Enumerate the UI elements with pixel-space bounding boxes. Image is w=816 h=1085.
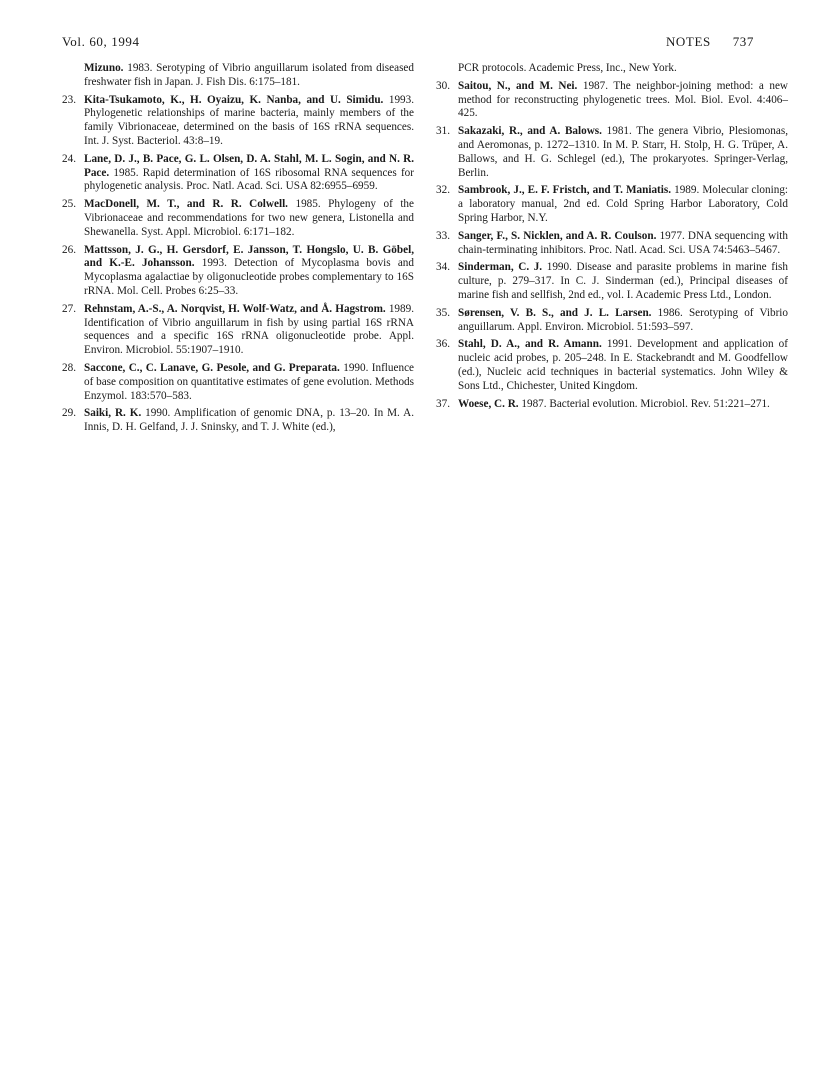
reference-entry (62, 362, 414, 403)
reference-text: 1983. Serotyping of Vibrio anguillarum isolated from diseased freshwater fish in Japan. J. Fish Dis. 6:175–181. (84, 62, 414, 88)
reference-authors: Lane, D. J., B. Pace, G. L. Olsen, D. A. Stahl, M. L. Sogin, and N. R. Pace. (84, 152, 414, 179)
reference-entry (436, 184, 788, 225)
reference-authors: Sinderman, C. J. (458, 261, 543, 274)
page-header (62, 34, 754, 54)
reference-authors: Stahl, D. A., and R. Amann. (458, 338, 602, 351)
page-number: 737 (732, 34, 754, 49)
reference-number: 26. (62, 243, 76, 256)
reference-entry (62, 244, 414, 299)
reference-entry (436, 398, 788, 412)
reference-text: 1990. Influence of base composition on quantitative estimates of gene evolution. Methods Enzymol. 183:570–583. (84, 361, 415, 402)
reference-text: 1990. Disease and parasite problems in marine fish culture, p. 279–317. In C. J. Sinderman (ed.), Principal diseases of marine fish and sellfish, 2nd ed., vol. I. Academic Press Ltd., London. (458, 261, 789, 301)
reference-number: 34. (436, 261, 450, 274)
reference-number: 24. (62, 152, 76, 165)
reference-number: 28. (62, 361, 76, 374)
right-reference-column (436, 62, 788, 415)
header-right (666, 34, 754, 50)
reference-entry (62, 62, 414, 90)
reference-authors: Sambrook, J., E. F. Fristch, and T. Maniatis. (458, 184, 672, 197)
reference-authors: Saitou, N., and M. Nei. (458, 79, 578, 92)
reference-authors: Sakazaki, R., and A. Balows. (458, 125, 602, 138)
reference-text: PCR protocols. Academic Press, Inc., New York. (458, 62, 677, 74)
reference-number: 36. (436, 338, 450, 351)
reference-number: 25. (62, 198, 76, 211)
reference-number: 23. (62, 93, 76, 106)
reference-entry (436, 338, 788, 393)
reference-authors: Sørensen, V. B. S., and J. L. Larsen. (458, 306, 652, 319)
reference-entry (436, 261, 788, 302)
reference-text: 1991. Development and application of nucleic acid probes, p. 205–248. In E. Stackebrandt and M. Goodfellow (ed.), Nucleic acid techniques in bacterial systematics. John Wiley & Sons Ltd., Chichester, United Kingdom. (458, 338, 788, 392)
reference-number: 30. (436, 79, 450, 92)
reference-number: 33. (436, 229, 450, 242)
reference-number: 35. (436, 306, 450, 319)
reference-text: 1987. Bacterial evolution. Microbiol. Rev. 51:221–271. (521, 397, 770, 410)
section-title: NOTES (665, 34, 711, 49)
reference-text: 1981. The genera Vibrio, Plesiomonas, and Aeromonas, p. 1272–1310. In M. P. Starr, H. Stolp, H. G. Trüper, A. Ballows, and H. G. Schlegel (ed.), The prokaryotes. Springer-Verlag, Berlin. (458, 125, 788, 179)
reference-entry (62, 198, 414, 239)
reference-text: 1986. Serotyping of Vibrio anguillarum. Appl. Environ. Microbiol. 51:593–597. (458, 306, 788, 333)
reference-authors: Sanger, F., S. Nicklen, and A. R. Coulson. (458, 229, 657, 242)
reference-text: 1987. The neighbor-joining method: a new method for reconstructing phylogenetic trees. Mol. Biol. Evol. 4:406–425. (458, 79, 788, 120)
reference-entry (436, 62, 788, 76)
reference-authors: Woese, C. R. (458, 397, 519, 410)
reference-number: 37. (436, 397, 450, 410)
reference-authors: MacDonell, M. T., and R. R. Colwell. (84, 198, 288, 211)
reference-entry (62, 153, 414, 194)
reference-authors: Mizuno. (84, 62, 124, 74)
reference-text: 1993. Detection of Mycoplasma bovis and Mycoplasma agalactiae by oligonucleotide probes complementary to 16S rRNA. Mol. Cell. Probes 6:25–33. (84, 257, 414, 297)
left-reference-column (62, 62, 414, 439)
reference-authors: Kita-Tsukamoto, K., H. Oyaizu, K. Nanba, and U. Simidu. (84, 93, 384, 106)
reference-text: 1989. Identification of Vibrio anguillarum in fish by using partial 16S rRNA sequences and a specific 16S rRNA oligonucleotide probe. Appl. Environ. Microbiol. 55:1907–1910. (84, 302, 414, 357)
journal-volume: Vol. 60, 1994 (62, 34, 140, 49)
reference-entry (62, 94, 414, 149)
reference-entry (436, 80, 788, 121)
reference-number: 27. (62, 302, 76, 315)
reference-entry (436, 125, 788, 180)
reference-text: 1989. Molecular cloning: a laboratory manual, 2nd ed. Cold Spring Harbor Laboratory, Cold Spring Harbor, N.Y. (458, 184, 789, 224)
reference-text: 1993. Phylogenetic relationships of marine bacteria, mainly members of the family Vibrionaceae, determined on the basis of 16S rRNA sequences. Int. J. Syst. Bacteriol. 43:8–19. (84, 93, 415, 147)
reference-entry (62, 303, 414, 358)
reference-authors: Rehnstam, A.-S., A. Norqvist, H. Wolf-Watz, and Å. Hagstrom. (84, 302, 386, 315)
reference-authors: Mattsson, J. G., H. Gersdorf, E. Jansson, T. Hongslo, U. B. Göbel, and K.-E. Johansson. (84, 243, 414, 270)
reference-text: 1985. Rapid determination of 16S ribosomal RNA sequences for phylogenetic analysis. Proc. Natl. Acad. Sci. USA 82:6955–6959. (84, 166, 414, 193)
reference-authors: Saiki, R. K. (84, 407, 142, 420)
reference-number: 31. (436, 125, 450, 138)
reference-number: 29. (62, 407, 76, 420)
reference-authors: Saccone, C., C. Lanave, G. Pesole, and G. Preparata. (84, 361, 340, 374)
reference-text: 1985. Phylogeny of the Vibrionaceae and recommendations for two new genera, Listonella and Shewanella. Syst. Appl. Microbiol. 6:171–182. (84, 198, 414, 238)
reference-entry (436, 307, 788, 335)
reference-number: 32. (436, 184, 450, 197)
reference-entry (436, 230, 788, 258)
reference-text: 1990. Amplification of genomic DNA, p. 13–20. In M. A. Innis, D. H. Gelfand, J. J. Sninsky, and T. J. White (ed.), (84, 407, 415, 434)
reference-entry (62, 407, 414, 435)
reference-text: 1977. DNA sequencing with chain-terminating inhibitors. Proc. Natl. Acad. Sci. USA 74:5463–5467. (458, 229, 789, 256)
